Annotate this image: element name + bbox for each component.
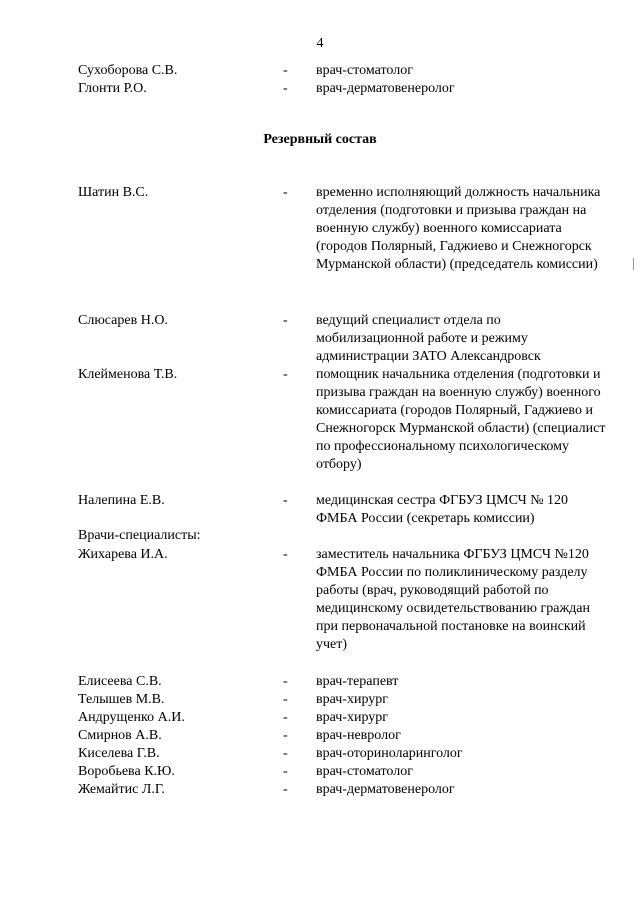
member-name: Елисеева С.В. [78, 674, 162, 689]
member-role: временно исполняющий должность начальника отделения (подготовки и призыва граждан на военную службу) военного комиссариата (городов Полярный, Гаджиево и Снежногорск Мурманской области) (председатель комиссии) [316, 185, 601, 272]
member-name: Киселева Г.В. [78, 746, 160, 761]
member-name: Телышев М.В. [78, 692, 165, 707]
member-role: врач-дерматовенеролог [316, 81, 455, 96]
dash: - [283, 63, 288, 78]
dash: - [283, 692, 288, 707]
member-name: Воробьева К.Ю. [78, 764, 175, 779]
margin-mark [633, 258, 634, 270]
member-role: врач-хирург [316, 692, 389, 707]
member-role: врач-невролог [316, 728, 401, 743]
dash: - [283, 746, 288, 761]
dash: - [283, 728, 288, 743]
member-role: заместитель начальника ФГБУЗ ЦМСЧ №120 ФМБА России по поликлиническому разделу работы (врач, руководящий работой по медицинскому освидетельствованию граждан при первоначальной постановке на воинский учет) [316, 547, 590, 652]
specialists-label: Врачи-специалисты: [78, 528, 201, 543]
member-role: врач-терапевт [316, 674, 399, 689]
member-role: врач-оториноларинголог [316, 746, 463, 761]
reserve-heading: Резервный состав [263, 132, 377, 147]
dash: - [283, 493, 288, 508]
member-name: Налепина Е.В. [78, 493, 165, 508]
member-role: ведущий специалист отдела по мобилизационной работе и режиму администрации ЗАТО Александровск [316, 313, 541, 364]
member-role: врач-дерматовенеролог [316, 782, 455, 797]
member-name: Андрущенко А.И. [78, 710, 185, 725]
member-name: Клейменова Т.В. [78, 367, 178, 382]
member-name: Жемайтис Л.Г. [78, 782, 165, 797]
member-role: медицинская сестра ФГБУЗ ЦМСЧ № 120 ФМБА России (секретарь комиссии) [316, 493, 569, 526]
member-role: помощник начальника отделения (подготовки и призыва граждан на военную службу) военного комиссариата (городов Полярный, Гаджиево и Снежногорск Мурманской области) (специалист по профессиональному психологическому отбору) [316, 367, 606, 472]
member-name: Смирнов А.В. [78, 728, 162, 743]
dash: - [283, 710, 288, 725]
dash: - [283, 81, 288, 96]
dash: - [283, 782, 288, 797]
member-role: врач-стоматолог [316, 764, 413, 779]
dash: - [283, 313, 288, 328]
member-role: врач-стоматолог [316, 63, 413, 78]
page-number: 4 [316, 36, 324, 51]
member-name: Сухоборова С.В. [78, 63, 178, 78]
member-name: Шатин В.С. [78, 185, 149, 200]
member-role: врач-хирург [316, 710, 389, 725]
dash: - [283, 674, 288, 689]
dash: - [283, 764, 288, 779]
dash: - [283, 185, 288, 200]
dash: - [283, 547, 288, 562]
member-name: Слюсарев Н.О. [78, 313, 168, 328]
dash: - [283, 367, 288, 382]
member-name: Глонти Р.О. [78, 81, 147, 96]
member-name: Жихарева И.А. [78, 547, 168, 562]
